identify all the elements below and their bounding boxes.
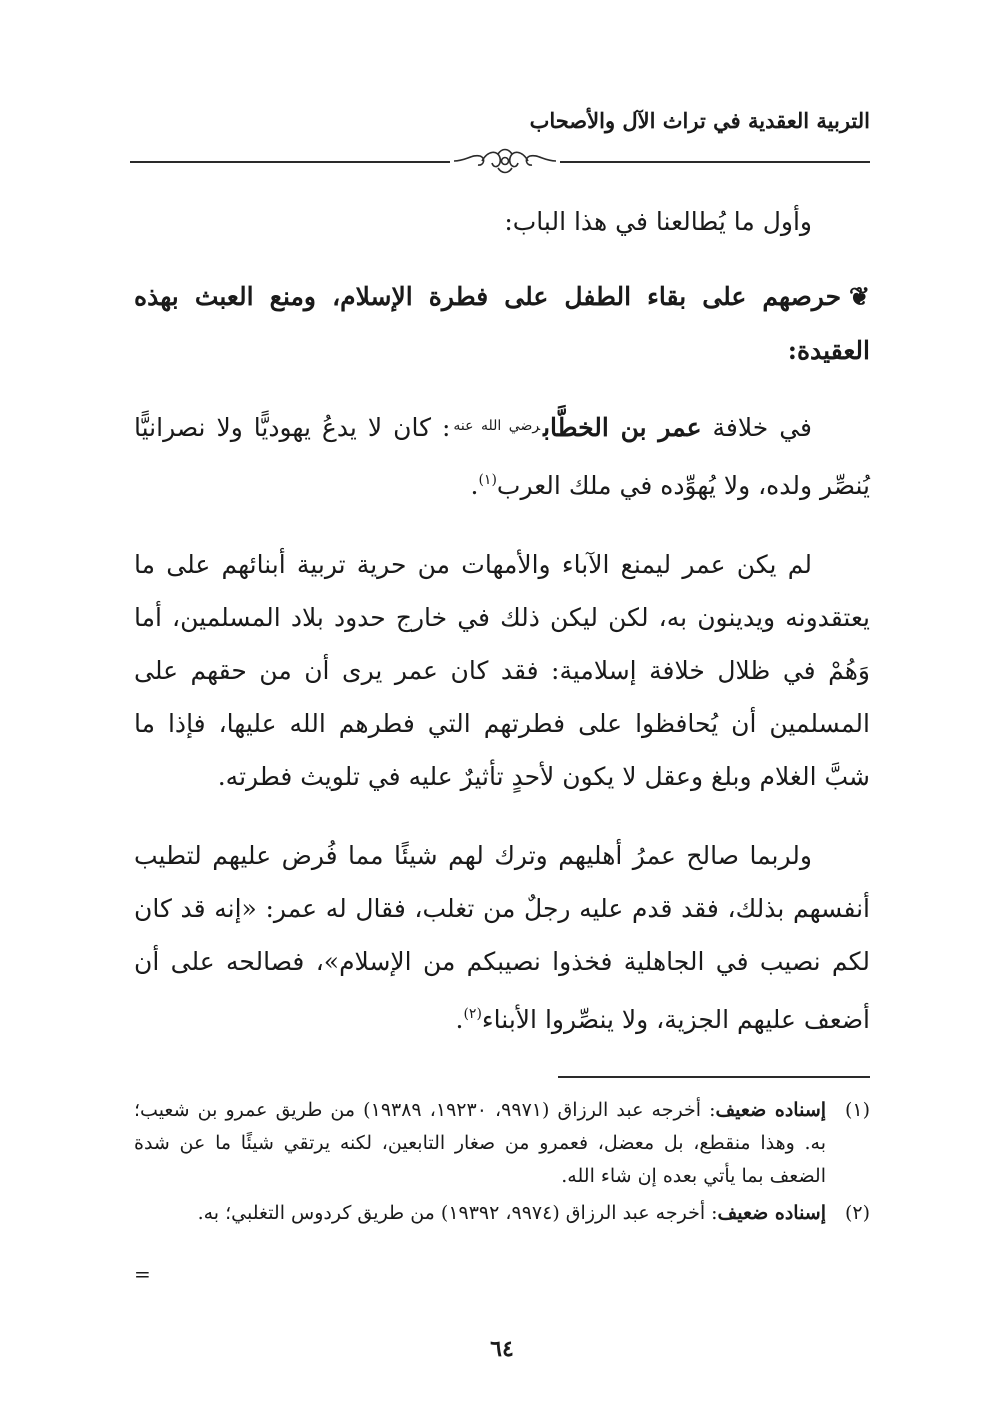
footnote-1 <box>134 1094 870 1193</box>
p1-before: في خلافة <box>701 413 813 442</box>
running-header-title: التربية العقدية في تراث الآل والأصحاب <box>529 108 870 133</box>
main-text <box>134 195 870 1072</box>
footnote-number: (١) <box>844 1099 870 1121</box>
p1-end: . <box>470 471 479 500</box>
header-ornament <box>450 146 560 176</box>
footnote-text: : أخرجه عبد الرزاق (٩٩٧١، ١٩٢٣٠، ١٩٣٨٩) من طريق عمرو بن شعيب؛ به. وهذا منقطع، بل معضل، فعمرو من صغار التابعين، لكنه يرتقي شيئًا ما عن شدة الضعف بما يأتي بعده إن شاء الله. <box>134 1099 826 1187</box>
section-heading-text: حرصهم على بقاء الطفل على فطرة الإسلام، ومنع العبث بهذه العقيدة: <box>134 282 870 365</box>
fleuron-icon: ❦ <box>849 282 870 311</box>
footnote-2 <box>134 1197 870 1230</box>
section-heading <box>134 270 870 378</box>
footnote-continuation-mark: = <box>134 1262 151 1286</box>
footnote-lead: إسناده ضعيف <box>715 1099 827 1121</box>
p1-name: عمر بن الخطَّاب <box>543 413 702 442</box>
footnotes <box>134 1094 870 1234</box>
p3-text: ولربما صالح عمرُ أهليهم وترك لهم شيئًا مما فُرض عليهم لتطيب أنفسهم بذلك، فقد قدم عليه رجلٌ من تغلب، فقال له عمر: «إنه قد كان لكم نصيب في الجاهلية فخذوا نصيبكم من الإسلام»، فصالحه على أن أضعف عليهم الجزية، ولا ينصِّروا الأبناء <box>134 841 870 1034</box>
intro-line: وأول ما يُطالعنا في هذا الباب: <box>504 207 812 236</box>
footnote-number: (٢) <box>844 1202 870 1224</box>
footnote-separator <box>558 1076 870 1078</box>
footnote-ref-2[interactable]: (٢) <box>463 1006 482 1022</box>
paragraph-1 <box>134 400 870 512</box>
footnote-text: : أخرجه عبد الرزاق (٩٩٧٤، ١٩٣٩٢) من طريق كردوس التغلبي؛ به. <box>197 1202 718 1224</box>
footnote-lead: إسناده ضعيف <box>717 1202 826 1224</box>
honorific-mark: رضي الله عنه <box>453 418 541 434</box>
page-number: ٦٤ <box>490 1336 514 1362</box>
paragraph-3 <box>134 829 870 1046</box>
p1-after: : كان لا يدعُ يهوديًّا ولا نصرانيًّا يُنصِّر ولده، ولا يُهوِّده في ملك العرب <box>134 413 870 500</box>
paragraph-2: لم يكن عمر ليمنع الآباء والأمهات من حرية تربية أبنائهم على ما يعتقدونه ويدينون به، لكن ليكن ذلك في خارج حدود بلاد المسلمين، أما وَهُمْ في ظلال خلافة إسلامية: فقد كان عمر يرى أن من حقهم على المسلمين أن يُحافظوا على فطرتهم التي فطرهم الله عليها، فإذا ما شبَّ الغلام وبلغ وعقل لا يكون لأحدٍ تأثيرٌ عليه في تلويث فطرته. <box>134 550 870 791</box>
footnote-ref-1[interactable]: (١) <box>478 472 497 488</box>
p3-end: . <box>455 1005 464 1034</box>
